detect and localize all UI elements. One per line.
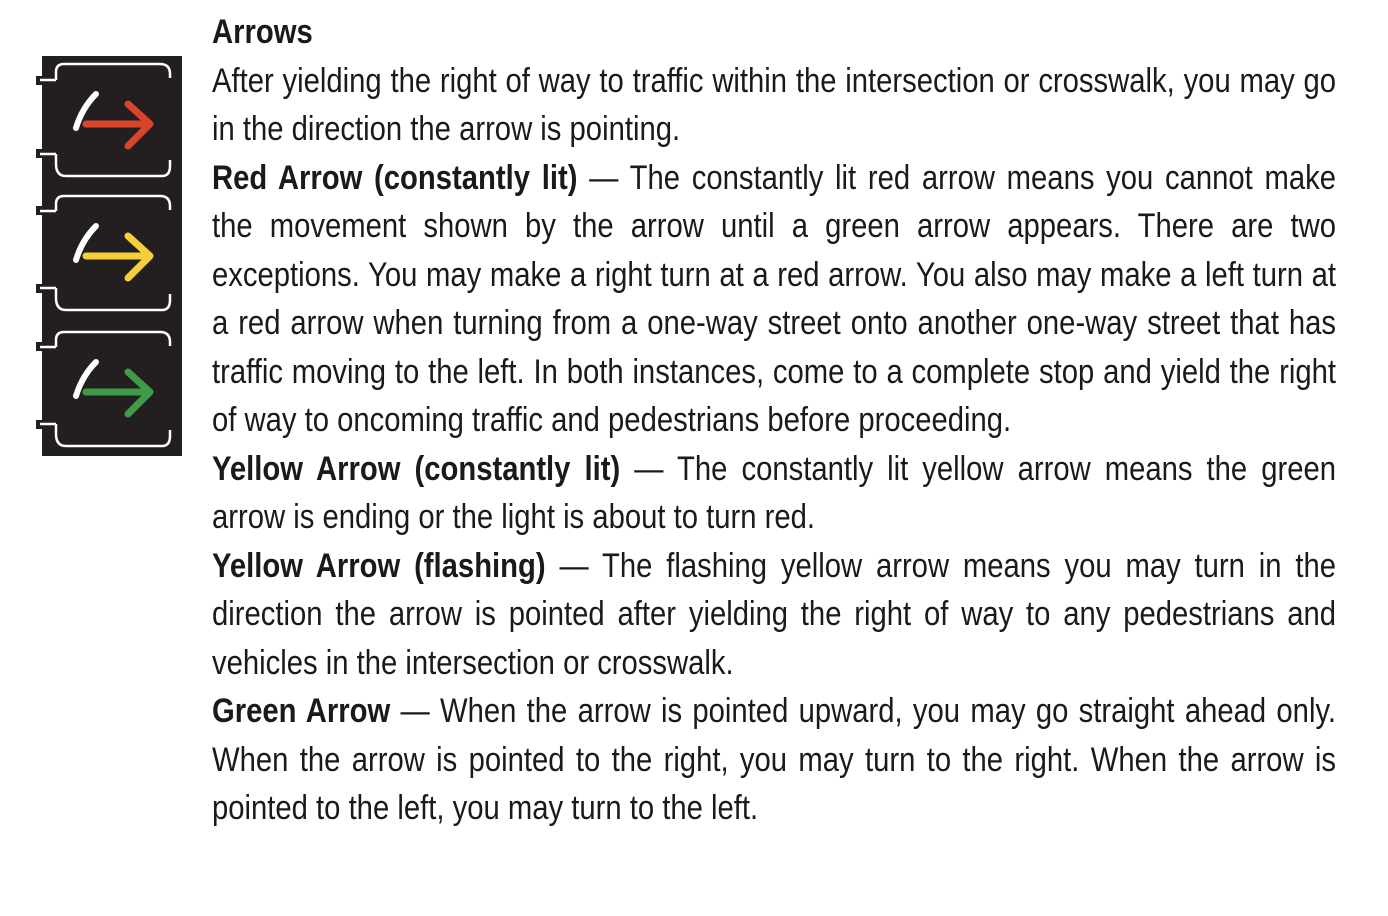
- green-arrow-text: When the arrow is pointed upward, you may go straight ahead only. When the arrow is pointed to the right, you may turn to the right. When the arrow is pointed to the left, you may turn to the left.: [212, 692, 1337, 827]
- yellow-arrow-lit-term: Yellow Arrow (constantly lit): [212, 449, 621, 488]
- traffic-signal-arrows-icon: [36, 56, 182, 456]
- yellow-arrow-lit-paragraph: [212, 445, 1336, 542]
- yellow-arrow-lit-text: The constantly lit yellow arrow means the green arrow is ending or the light is about to turn red.: [212, 449, 1337, 536]
- green-arrow-separator: —: [390, 692, 441, 730]
- yellow-arrow-flashing-text: The flashing yellow arrow means you may turn in the direction the arrow is pointed after yielding the right of way to any pedestrians and vehicles in the intersection or crosswalk.: [212, 546, 1337, 682]
- arrows-section: [212, 8, 1336, 833]
- red-arrow-term: Red Arrow (constantly lit): [212, 158, 578, 197]
- section-heading: Arrows: [212, 13, 313, 51]
- intro-paragraph: After yielding the right of way to traffic within the intersection or crosswalk, you may go in the direction the arrow is pointing.: [212, 61, 1337, 148]
- yellow-arrow-flashing-term: Yellow Arrow (flashing): [212, 546, 546, 585]
- red-arrow-separator: —: [577, 158, 630, 197]
- yellow-arrow-flashing-paragraph: [212, 542, 1336, 688]
- green-arrow-paragraph: [212, 687, 1336, 833]
- yellow-arrow-flashing-separator: —: [545, 546, 603, 585]
- red-arrow-paragraph: [212, 154, 1336, 445]
- yellow-arrow-lit-separator: —: [620, 449, 678, 488]
- red-arrow-text: The constantly lit red arrow means you cannot make the movement shown by the arrow until a green arrow appears. There are two exceptions. You may make a right turn at a red arrow. You also may make a left turn at a red arrow when turning from a one-way street onto another one-way street that has traffic moving to the left. In both instances, come to a complete stop and yield the right of way to oncoming traffic and pedestrians before proceeding.: [212, 158, 1337, 439]
- green-arrow-term: Green Arrow: [212, 692, 391, 730]
